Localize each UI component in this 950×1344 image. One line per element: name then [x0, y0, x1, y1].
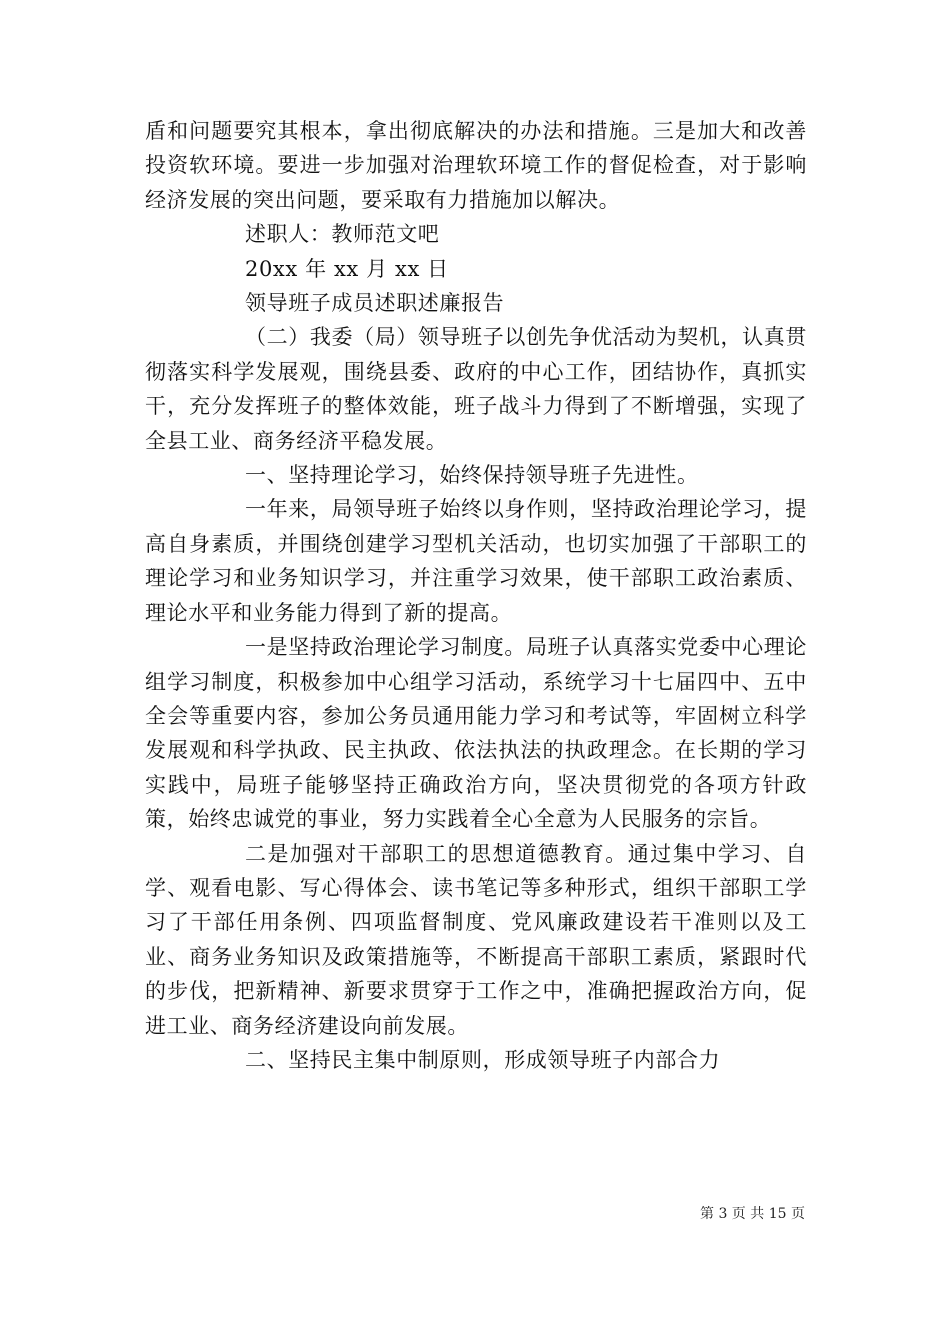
page-number-footer: 第 3 页 共 15 页 [700, 1206, 805, 1222]
report-title: 领导班子成员述职述廉报告 [245, 291, 505, 316]
section-heading-2: 二、坚持民主集中制原则，形成领导班子内部合力 [245, 1047, 721, 1072]
paragraph-study-system: 一是坚持政治理论学习制度。局班子认真落实党委中心理论组学习制度，积极参加中心组学习活动，系统学习十七届四中、五中全会等重要内容，参加公务员通用能力学习和考试等，牢固树立科学发展观和科学执政、民主执政、依法执法的执政理念。在长期的学习实践中，局班子能够坚持正确政治方向，坚决贯彻党的各项方针政策，始终忠诚党的事业，努力实践着全心全意为人民服务的宗旨。 [145, 635, 807, 832]
paragraph-continuation: 盾和问题要究其根本，拿出彻底解决的办法和措施。三是加大和改善投资软环境。要进一步加强对治理软环境工作的督促检查，对于影响经济发展的突出问题，要采取有力措施加以解决。 [145, 119, 807, 212]
signer-line: 述职人：教师范文吧 [245, 222, 440, 247]
document-body [145, 114, 807, 1077]
paragraph-moral-education: 二是加强对干部职工的思想道德教育。通过集中学习、自学、观看电影、写心得体会、读书笔记等多种形式，组织干部职工学习了干部任用条例、四项监督制度、党风廉政建设若干准则以及工业、商务业务知识及政策措施等，不断提高干部职工素质，紧跟时代的步伐，把新精神、新要求贯穿于工作之中，准确把握政治方向，促进工业、商务经济建设向前发展。 [145, 841, 807, 1038]
paragraph-theory-study: 一年来，局领导班子始终以身作则，坚持政治理论学习，提高自身素质，并围绕创建学习型机关活动，也切实加强了干部职工的理论学习和业务知识学习，并注重学习效果，使干部职工政治素质、理论水平和业务能力得到了新的提高。 [145, 497, 807, 625]
date-line: 20xx 年 xx 月 xx 日 [245, 256, 449, 281]
section-heading-1: 一、坚持理论学习，始终保持领导班子先进性。 [245, 463, 699, 488]
paragraph-intro: （二）我委（局）领导班子以创先争优活动为契机，认真贯彻落实科学发展观，围绕县委、政府的中心工作，团结协作，真抓实干，充分发挥班子的整体效能，班子战斗力得到了不断增强，实现了全县工业、商务经济平稳发展。 [145, 325, 807, 453]
